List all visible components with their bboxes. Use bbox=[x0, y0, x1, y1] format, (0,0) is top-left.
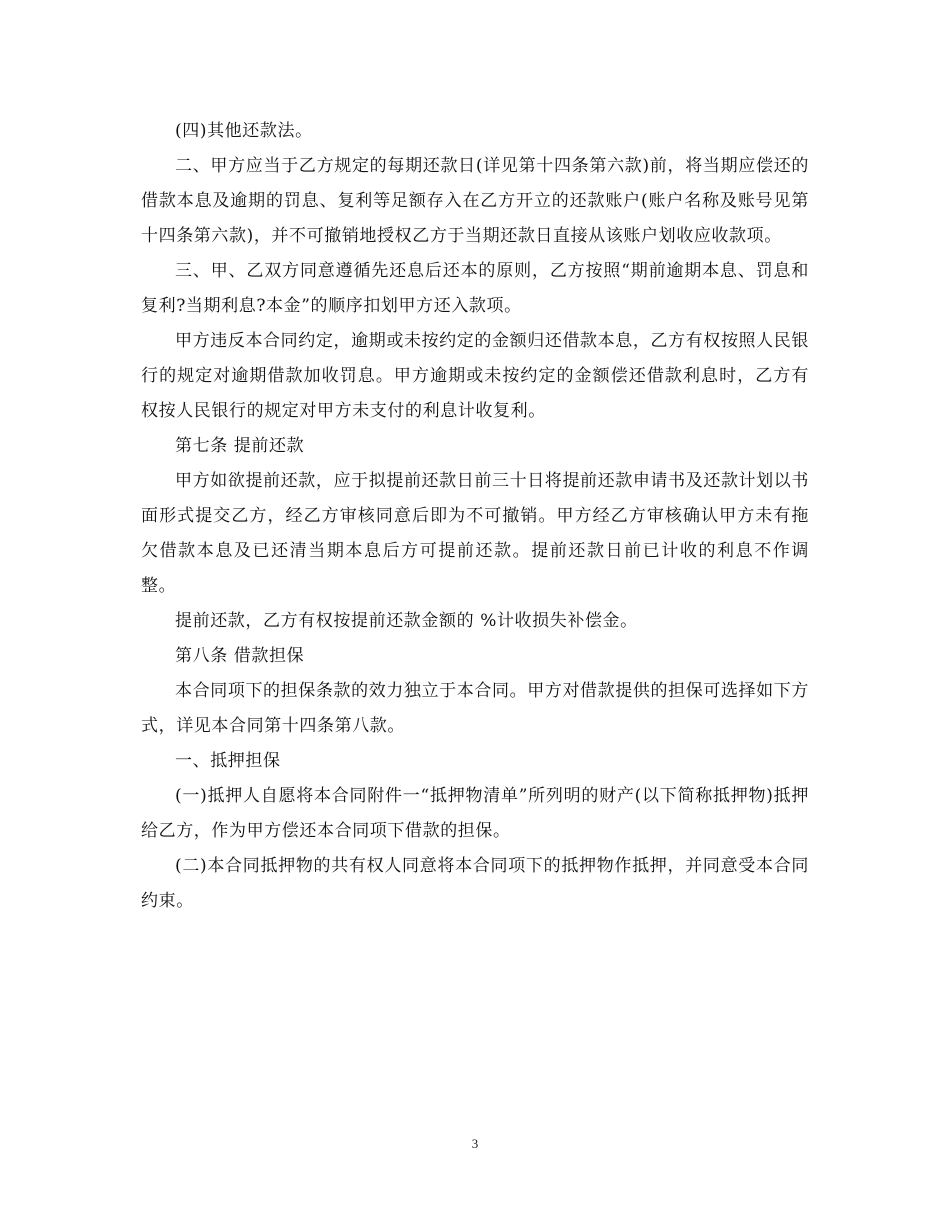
page-number: 3 bbox=[471, 1136, 479, 1151]
document-body bbox=[141, 114, 809, 919]
paragraph-mortgage-two: (二)本合同抵押物的共有权人同意将本合同项下的抵押物作抵押，并同意受本合同约束。 bbox=[141, 856, 809, 911]
subheading-mortgage-guarantee: 一、抵押担保 bbox=[175, 751, 281, 771]
paragraph-other-repayment: (四)其他还款法。 bbox=[175, 121, 313, 141]
paragraph-guarantee-independence: 本合同项下的担保条款的效力独立于本合同。甲方对借款提供的担保可选择如下方式，详见本合同第十四条第八款。 bbox=[141, 681, 809, 736]
paragraph-clause-three: 三、甲、乙双方同意遵循先还息后还本的原则，乙方按照“期前逾期本息、罚息和复利?当期利息?本金”的顺序扣划甲方还入款项。 bbox=[141, 261, 809, 316]
paragraph-clause-two: 二、甲方应当于乙方规定的每期还款日(详见第十四条第六款)前，将当期应偿还的借款本息及逾期的罚息、复利等足额存入在乙方开立的还款账户(账户名称及账号见第十四条第六款)，并不可撤销地授权乙方于当期还款日直接从该账户划收应收款项。 bbox=[141, 156, 809, 246]
section-heading-article-eight: 第八条 借款担保 bbox=[175, 646, 305, 666]
paragraph-mortgage-one: (一)抵押人自愿将本合同附件一“抵押物清单”所列明的财产(以下简称抵押物)抵押给乙方，作为甲方偿还本合同项下借款的担保。 bbox=[141, 786, 809, 841]
section-heading-article-seven: 第七条 提前还款 bbox=[175, 436, 305, 456]
paragraph-early-repayment: 甲方如欲提前还款，应于拟提前还款日前三十日将提前还款申请书及还款计划以书面形式提交乙方，经乙方审核同意后即为不可撤销。甲方经乙方审核确认甲方未有拖欠借款本息及已还清当期本息后方可提前还款。提前还款日前已计收的利息不作调整。 bbox=[141, 471, 809, 596]
paragraph-penalty-interest: 甲方违反本合同约定，逾期或未按约定的金额归还借款本息，乙方有权按照人民银行的规定对逾期借款加收罚息。甲方逾期或未按约定的金额偿还借款利息时，乙方有权按人民银行的规定对甲方未支付的利息计收复利。 bbox=[141, 331, 809, 421]
paragraph-compensation: 提前还款，乙方有权按提前还款金额的 %计收损失补偿金。 bbox=[175, 611, 638, 631]
